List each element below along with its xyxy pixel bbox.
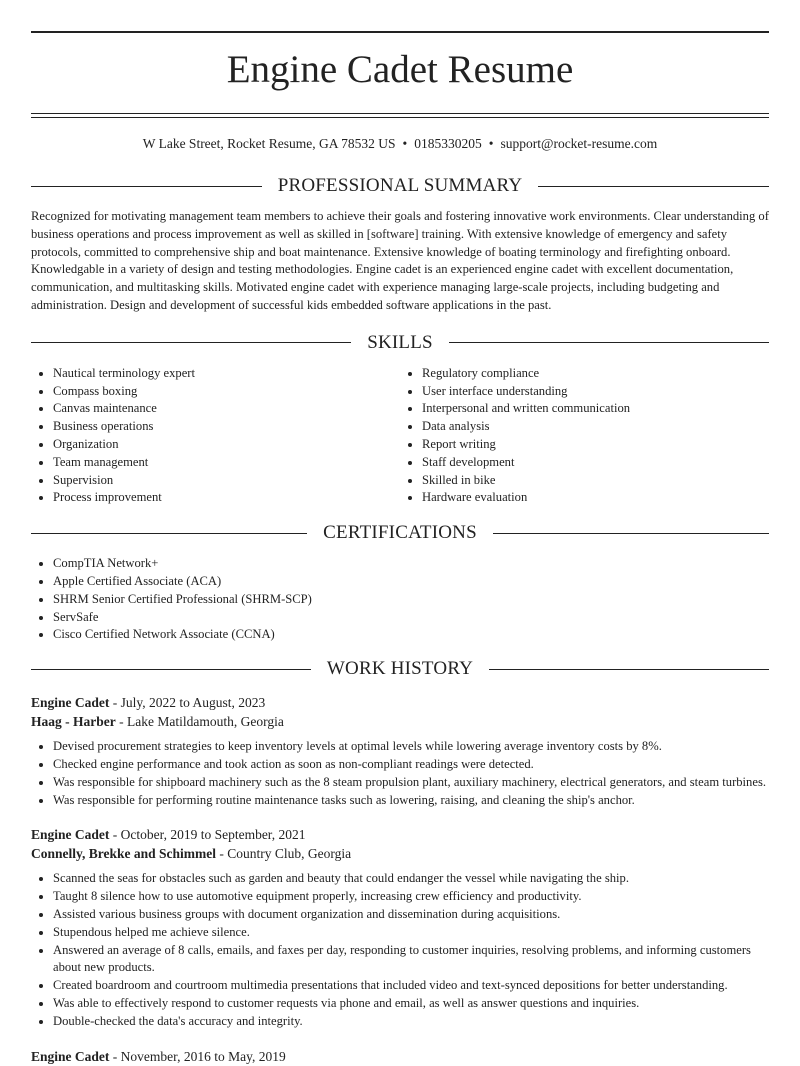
job-company-line	[31, 844, 769, 863]
job-bullet: • Was responsible for shipboard machinery such as the 8 steam propulsion plant, auxiliary machinery, electrical generators, and steam turbines.	[53, 774, 769, 792]
job-bullet: • Assisted various business groups with document organization and dissemination during acquisitions.	[53, 906, 769, 924]
job-title: Engine Cadet	[31, 827, 110, 843]
job-bullet: • Created boardroom and courtroom multimedia presentations that included video and text-synced depositions for better understanding.	[53, 977, 769, 995]
job-bullet: • Was responsible for performing routine maintenance tasks such as lowering, raising, and cleaning the ship's anchor.	[53, 792, 769, 810]
job-location: - Country Club, Georgia	[216, 846, 352, 862]
job-bullet: • Scanned the seas for obstacles such as garden and beauty that could endanger the vessel while navigating the ship.	[53, 870, 769, 888]
skill-item: • Report writing	[422, 436, 769, 454]
skill-item: • Regulatory compliance	[422, 365, 769, 383]
skills-list-left	[31, 365, 400, 507]
heading-rule-left	[31, 342, 351, 343]
job-title-line	[31, 825, 769, 844]
heading-rule-right	[538, 186, 769, 187]
job-company: Haag - Harber	[31, 714, 116, 730]
certification-item: • SHRM Senior Certified Professional (SHRM-SCP)	[53, 591, 769, 609]
skills-list-right	[400, 365, 769, 507]
contact-address: W Lake Street, Rocket Resume, GA 78532 US	[142, 136, 396, 151]
job-bullet-list	[31, 870, 769, 1030]
skills-heading-row	[31, 331, 769, 355]
work-heading-row	[31, 657, 769, 681]
skill-item: • Process improvement	[53, 489, 400, 507]
work-heading: WORK HISTORY	[326, 658, 474, 680]
title-double-rule	[31, 113, 769, 118]
heading-rule-left	[31, 533, 307, 534]
certifications-list	[31, 555, 769, 644]
resume-page	[31, 31, 769, 1066]
certification-item: • Cisco Certified Network Associate (CCNA)	[53, 626, 769, 644]
job-bullet-list	[31, 738, 769, 809]
contact-phone[interactable]: 0185330205	[414, 136, 482, 151]
skill-item: • Nautical terminology expert	[53, 365, 400, 383]
certification-item: • ServSafe	[53, 609, 769, 627]
skill-item: • Data analysis	[422, 418, 769, 436]
top-rule	[31, 31, 769, 33]
resume-title: Engine Cadet Resume	[226, 48, 574, 91]
job-bullet: • Devised procurement strategies to keep inventory levels at optimal levels while lowering average inventory costs by 8%.	[53, 738, 769, 756]
skill-item: • Hardware evaluation	[422, 489, 769, 507]
job-title-line	[31, 693, 769, 712]
job-bullet: • Answered an average of 8 calls, emails, and faxes per day, responding to customer inquiries, resolving problems, and informing customers about new products.	[53, 942, 769, 978]
job-bullet: • Taught 8 silence how to use automotive equipment properly, increasing crew efficiency and productivity.	[53, 888, 769, 906]
job-entry	[31, 1047, 769, 1066]
skill-item: • Compass boxing	[53, 383, 400, 401]
skill-item: • User interface understanding	[422, 383, 769, 401]
job-entry	[31, 693, 769, 809]
job-location: - Lake Matildamouth, Georgia	[115, 714, 284, 730]
summary-heading: PROFESSIONAL SUMMARY	[277, 175, 523, 196]
job-bullet: • Was able to effectively respond to customer requests via phone and email, as well as answer questions and inquiries.	[53, 995, 769, 1013]
summary-text: Recognized for motivating management team members to achieve their goals and fostering innovative work environments. Clear understanding of business operations and process improvement as well as skilled in [software] training. With extensive knowledge of emergency and safety protocols, committed to comprehensive ship and boat maintenance. Extensive knowledge of boating terminology and firefighting onboard. Knowledgable in a variety of design and testing methodologies. Engine cadet is an experienced engine cadet with excellent documentation, communication, and multitasking skills. Motivated engine cadet with experience managing large-scale projects, including budgeting and administration. Design and development of successful kids embedded software applications in the past.	[31, 209, 769, 312]
skill-item: • Staff development	[422, 454, 769, 472]
job-company: Connelly, Brekke and Schimmel	[31, 846, 217, 862]
certification-item: • Apple Certified Associate (ACA)	[53, 573, 769, 591]
certifications-heading-row	[31, 521, 769, 545]
contact-email[interactable]: support@rocket-resume.com	[500, 136, 658, 151]
job-bullet: • Double-checked the data's accuracy and integrity.	[53, 1013, 769, 1031]
skill-item: • Supervision	[53, 472, 400, 490]
skill-item: • Organization	[53, 436, 400, 454]
job-title: Engine Cadet	[31, 695, 110, 711]
skills-heading: SKILLS	[367, 331, 433, 353]
skill-item: • Canvas maintenance	[53, 400, 400, 418]
job-bullet: • Stupendous helped me achieve silence.	[53, 924, 769, 942]
job-dates: - November, 2016 to May, 2019	[109, 1048, 286, 1064]
heading-rule-left	[31, 186, 262, 187]
heading-rule-left	[31, 669, 311, 670]
certification-item: • CompTIA Network+	[53, 555, 769, 573]
heading-rule-right	[449, 342, 769, 343]
job-dates: - October, 2019 to September, 2021	[109, 827, 306, 843]
skill-item: • Skilled in bike	[422, 472, 769, 490]
job-title-line	[31, 1047, 769, 1066]
work-history-list	[31, 693, 769, 1065]
skill-item: • Interpersonal and written communication	[422, 400, 769, 418]
job-company-line	[31, 712, 769, 731]
contact-separator: •	[402, 136, 408, 151]
skills-columns	[31, 365, 769, 507]
job-entry	[31, 825, 769, 1030]
job-title: Engine Cadet	[31, 1048, 110, 1064]
skill-item: • Business operations	[53, 418, 400, 436]
certifications-heading: CERTIFICATIONS	[323, 522, 477, 544]
job-dates: - July, 2022 to August, 2023	[109, 695, 266, 711]
job-bullet: • Checked engine performance and took action as soon as non-compliant readings were detected.	[53, 756, 769, 774]
summary-heading-row	[31, 174, 769, 198]
contact-line	[31, 136, 769, 154]
skill-item: • Team management	[53, 454, 400, 472]
heading-rule-right	[489, 669, 769, 670]
heading-rule-right	[493, 533, 769, 534]
contact-separator: •	[488, 136, 494, 151]
